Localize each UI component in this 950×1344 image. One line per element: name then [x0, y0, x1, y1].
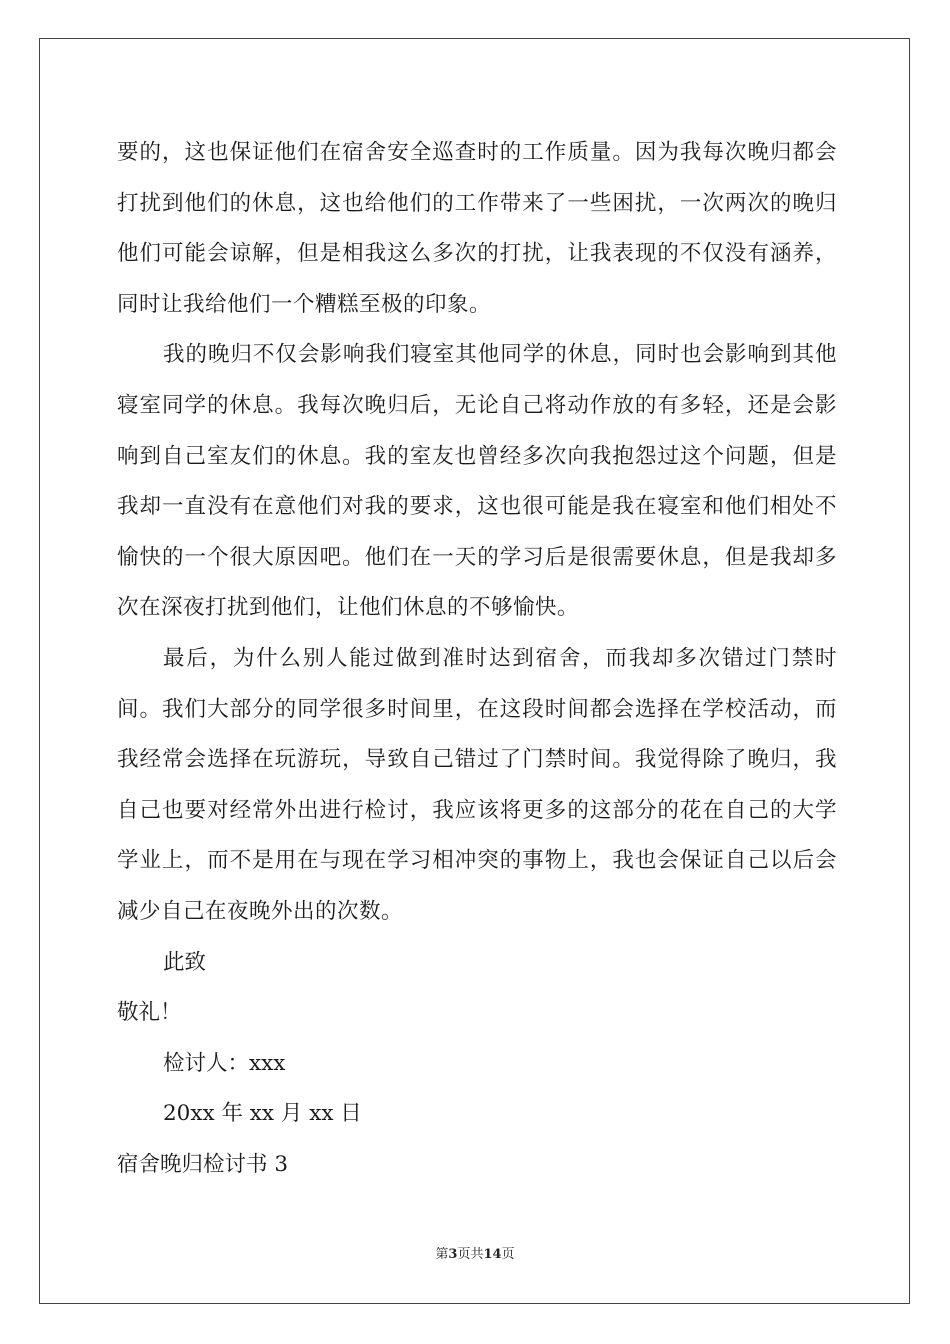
total-prefix: 共	[470, 1247, 484, 1262]
paragraph-2: 我的晚归不仅会影响我们寝室其他同学的休息，同时也会影响到其他寝室同学的休息。我每次晚归后，无论自己将动作放的有多轻，还是会影响到自己室友们的休息。我的室友也曾经多次向我抱怨过这个问题，但是我却一直没有在意他们对我的要求，这也很可能是我在寝室和他们相处不愉快的一个很大原因吧。他们在一天的学习后是很需要休息，但是我却多次在深夜打扰到他们，让他们休息的不够愉快。	[117, 342, 837, 621]
document-body	[117, 128, 837, 1190]
page-prefix: 第	[435, 1247, 449, 1262]
signer-line: 检讨人：xxx	[163, 1050, 286, 1076]
paragraph-1: 要的，这也保证他们在宿舍安全巡查时的工作质量。因为我每次晚归都会打扰到他们的休息，这也给他们的工作带来了一些困扰，一次两次的晚归他们可能会谅解，但是相我这么多次的打扰，让我表现的不仅没有涵养，同时让我给他们一个糟糕至极的印象。	[117, 140, 837, 317]
page-number: 3	[448, 1247, 458, 1262]
page-suffix: 页	[457, 1247, 471, 1262]
date-line: 20xx 年 xx 月 xx 日	[163, 1101, 362, 1127]
next-section-title: 宿舍晚归检讨书 3	[117, 1151, 289, 1177]
salute-line: 敬礼！	[117, 1000, 182, 1026]
paragraph-3: 最后，为什么别人能过做到准时达到宿舍，而我却多次错过门禁时间。我们大部分的同学很多时间里，在这段时间都会选择在学校活动，而我经常会选择在玩游玩，导致自己错过了门禁时间。我觉得除了晚归，我自己也要对经常外出进行检讨，我应该将更多的这部分的花在自己的大学学业上，而不是用在与现在学习相冲突的事物上，我也会保证自己以后会减少自己在夜晚外出的次数。	[117, 645, 837, 924]
closing-line: 此致	[163, 949, 207, 975]
page-footer	[0, 1247, 950, 1263]
total-pages: 14	[483, 1247, 502, 1262]
total-suffix: 页	[501, 1247, 515, 1262]
